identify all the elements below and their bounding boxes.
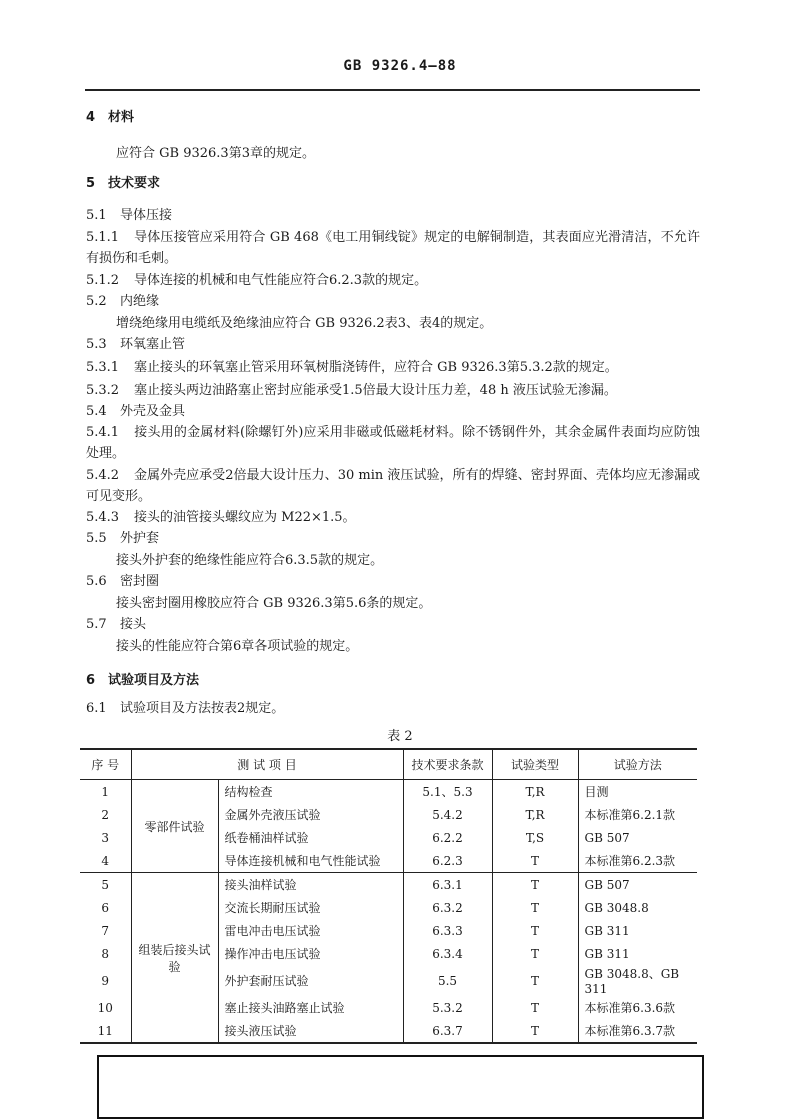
row-test-type: T [492, 849, 578, 873]
row-test-type: T [492, 942, 578, 965]
clause-5-4-2: 5.4.2 金属外壳应承受2倍最大设计压力、30 min 液压试验，所有的焊缝、密封界面、壳体均应无渗漏或可见变形。 [86, 468, 700, 504]
clause-5-3-2: 5.3.2 塞止接头两边油路塞止密封应能承受1.5倍最大设计压力差，48 h 液压试验无渗漏。 [86, 383, 617, 398]
section-5-6-heading: 5.6 密封圈 [86, 574, 160, 589]
row-serial: 11 [80, 1019, 131, 1043]
row-group-label: 零部件试验 [131, 780, 218, 873]
row-clause: 6.3.4 [403, 942, 492, 965]
row-test-item: 接头油样试验 [218, 873, 403, 897]
row-test-method: 本标准第6.3.7款 [578, 1019, 697, 1043]
header-serial: 序 号 [80, 749, 131, 780]
row-clause: 5.3.2 [403, 996, 492, 1019]
clause-5-1-2: 5.1.2 导体连接的机械和电气性能应符合6.2.3款的规定。 [86, 273, 428, 288]
row-serial: 6 [101, 900, 110, 915]
section-5-5-body: 接头外护套的绝缘性能应符合6.3.5款的规定。 [116, 553, 384, 568]
row-test-item: 外护套耐压试验 [218, 965, 403, 996]
row-serial: 1 [101, 784, 110, 799]
row-test-method: GB 507 [578, 826, 697, 849]
row-test-method: GB 311 [578, 919, 697, 942]
row-clause: 6.2.3 [403, 849, 492, 873]
row-test-method: GB 3048.8、GB 311 [578, 965, 697, 996]
row-clause: 6.3.7 [403, 1019, 492, 1043]
table-row [80, 780, 697, 804]
row-clause: 6.2.2 [403, 826, 492, 849]
section-4-body: 应符合 GB 9326.3第3章的规定。 [116, 146, 315, 161]
row-test-item: 金属外壳液压试验 [218, 803, 403, 826]
row-serial: 5 [101, 877, 110, 892]
row-test-method: GB 507 [578, 873, 697, 897]
section-4-heading: 4 材料 [86, 110, 135, 125]
section-5-5-heading: 5.5 外护套 [86, 531, 160, 546]
table-header-row [80, 749, 697, 780]
row-test-type: T [492, 965, 578, 996]
row-test-method: 目测 [578, 780, 697, 804]
row-clause: 6.3.2 [403, 896, 492, 919]
row-test-method: 本标准第6.2.3款 [578, 849, 697, 873]
row-test-method: 本标准第6.3.6款 [578, 996, 697, 1019]
row-test-type: T,R [492, 803, 578, 826]
clause-5-1-1: 5.1.1 导体压接管应采用符合 GB 468《电工用铜线锭》规定的电解铜制造，其表面应光滑清洁，不允许有损伤和毛刺。 [86, 230, 700, 266]
row-test-item: 导体连接机械和电气性能试验 [218, 849, 403, 873]
section-5-6-body: 接头密封圈用橡胶应符合 GB 9326.3第5.6条的规定。 [116, 596, 432, 611]
test-items-table [80, 748, 697, 1044]
row-test-item: 接头液压试验 [218, 1019, 403, 1043]
row-group-label: 组装后接头试验 [131, 873, 218, 1044]
header-test-item: 测 试 项 目 [131, 749, 403, 780]
row-clause: 6.3.3 [403, 919, 492, 942]
row-clause: 6.3.1 [403, 873, 492, 897]
section-5-2-heading: 5.2 内绝缘 [86, 294, 160, 309]
row-test-type: T,R [492, 780, 578, 804]
section-5-4-heading: 5.4 外壳及金具 [86, 404, 186, 419]
section-5-7-body: 接头的性能应符合第6章各项试验的规定。 [116, 639, 359, 654]
section-5-heading: 5 技术要求 [86, 176, 161, 191]
header-rule [85, 89, 700, 91]
header-test-method: 试验方法 [578, 749, 697, 780]
table-row [80, 873, 697, 897]
row-test-type: T [492, 996, 578, 1019]
header-test-type: 试验类型 [492, 749, 578, 780]
section-5-3-heading: 5.3 环氧塞止管 [86, 337, 186, 352]
row-serial: 10 [97, 1000, 113, 1015]
row-clause: 5.1、5.3 [403, 780, 492, 804]
bottom-frame [97, 1055, 704, 1119]
header-clause: 技术要求条款 [403, 749, 492, 780]
row-test-item: 纸卷桶油样试验 [218, 826, 403, 849]
row-test-method: GB 3048.8 [578, 896, 697, 919]
row-clause: 5.4.2 [403, 803, 492, 826]
row-serial: 2 [101, 807, 110, 822]
row-test-method: GB 311 [578, 942, 697, 965]
row-test-type: T [492, 919, 578, 942]
row-test-method: 本标准第6.2.1款 [578, 803, 697, 826]
row-test-item: 结构检查 [218, 780, 403, 804]
row-serial: 3 [101, 830, 110, 845]
section-6-heading: 6 试验项目及方法 [86, 673, 200, 688]
section-5-2-body: 增绕绝缘用电缆纸及绝缘油应符合 GB 9326.2表3、表4的规定。 [116, 316, 493, 331]
row-test-type: T [492, 1019, 578, 1043]
clause-5-4-1: 5.4.1 接头用的金属材料(除螺钉外)应采用非磁或低磁耗材料。除不锈钢件外，其余金属件表面均应防蚀处理。 [86, 425, 700, 461]
clause-6-1: 6.1 试验项目及方法按表2规定。 [86, 701, 285, 716]
table-caption: 表 2 [387, 729, 413, 744]
section-5-7-heading: 5.7 接头 [86, 617, 147, 632]
row-test-item: 雷电冲击电压试验 [218, 919, 403, 942]
row-serial: 9 [101, 973, 110, 988]
row-serial: 8 [101, 946, 110, 961]
clause-5-4-3: 5.4.3 接头的油管接头螺纹应为 M22×1.5。 [86, 510, 356, 525]
clause-5-3-1: 5.3.1 塞止接头的环氧塞止管采用环氧树脂浇铸件，应符合 GB 9326.3第5.3.2款的规定。 [86, 360, 618, 375]
row-test-item: 塞止接头油路塞止试验 [218, 996, 403, 1019]
row-serial: 7 [101, 923, 110, 938]
standard-code-header: GB 9326.4—88 [343, 58, 457, 74]
row-test-item: 交流长期耐压试验 [218, 896, 403, 919]
row-test-type: T [492, 896, 578, 919]
row-test-type: T [492, 873, 578, 897]
section-5-1-heading: 5.1 导体压接 [86, 208, 173, 223]
row-clause: 5.5 [403, 965, 492, 996]
row-test-item: 操作冲击电压试验 [218, 942, 403, 965]
row-test-type: T,S [492, 826, 578, 849]
row-serial: 4 [80, 849, 131, 873]
